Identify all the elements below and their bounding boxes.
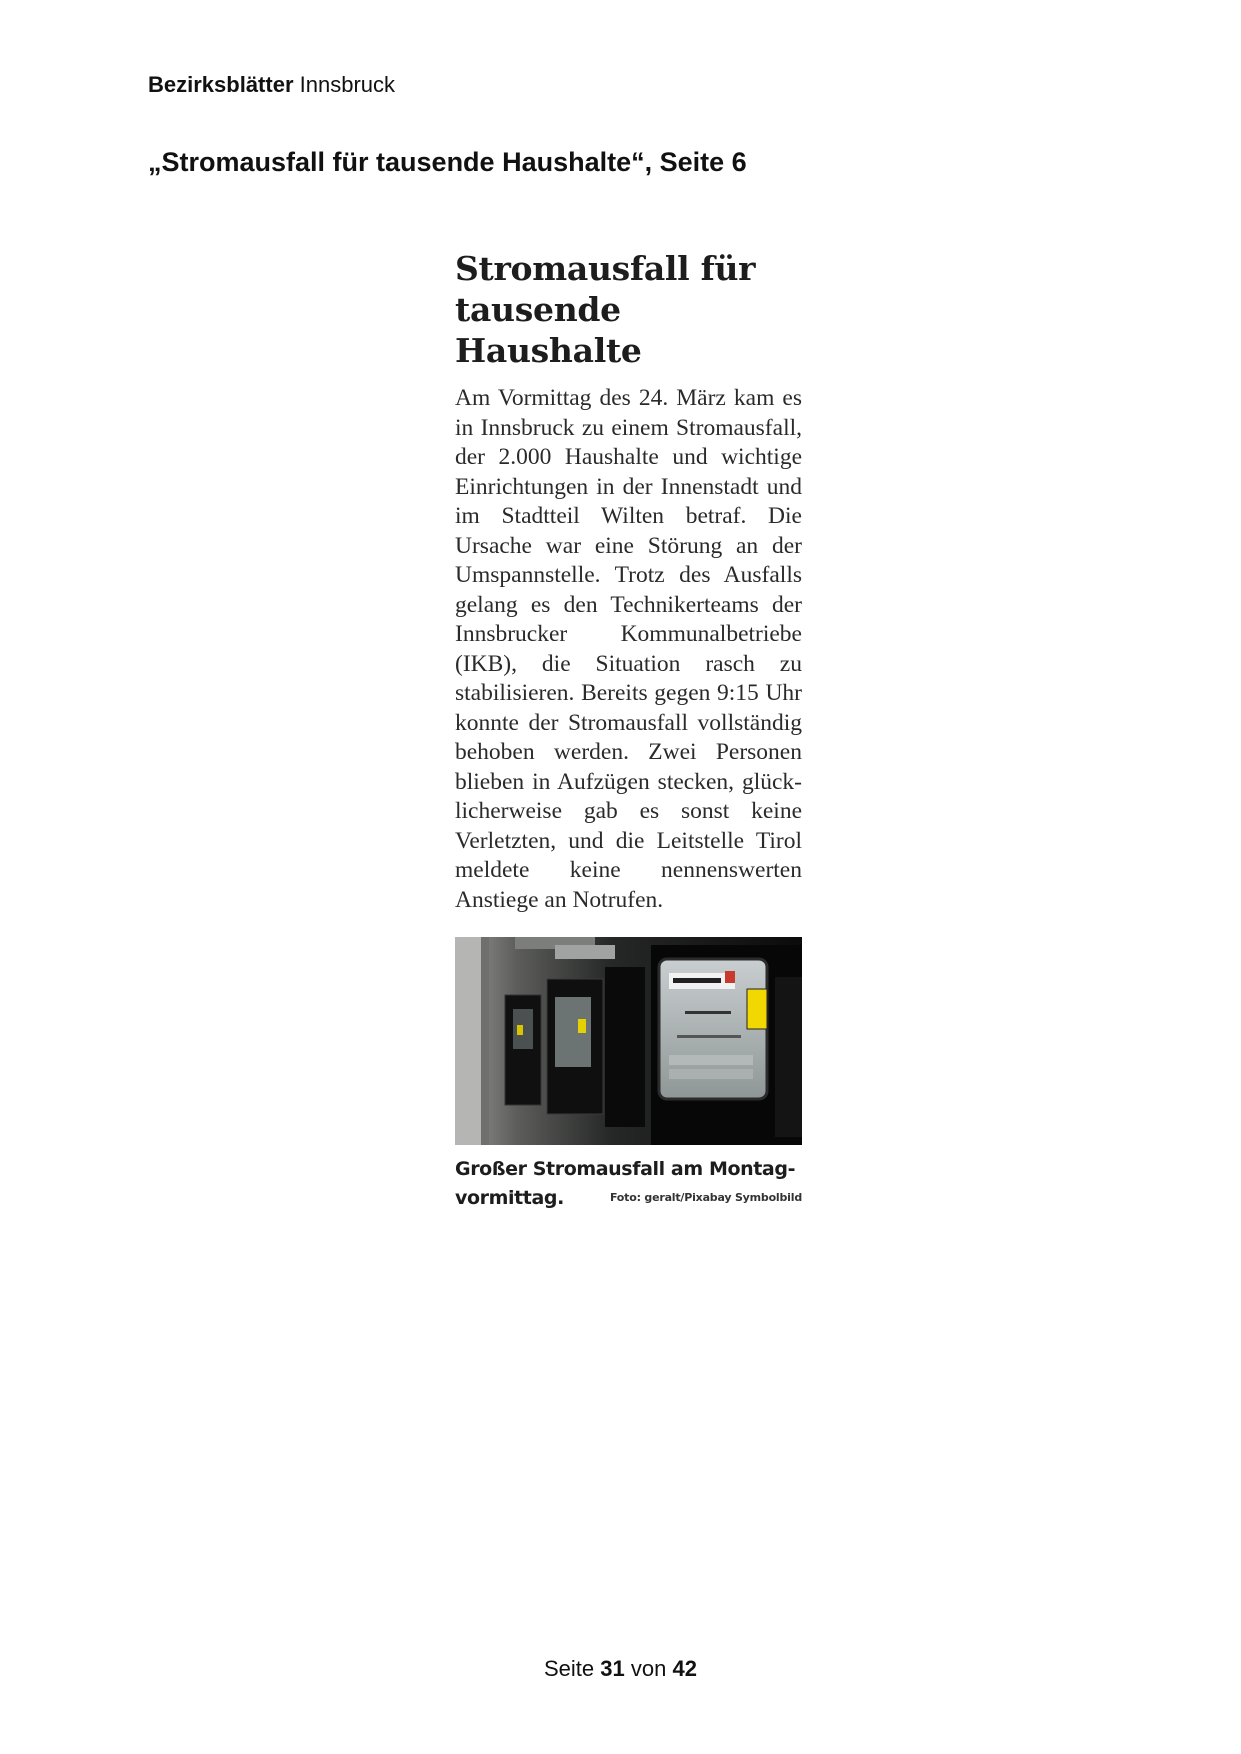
- page-current: 31: [600, 1656, 625, 1681]
- source-line: [148, 72, 395, 98]
- photo-credit: Foto: geralt/Pixabay Symbolbild: [609, 1191, 802, 1204]
- publication-region: Innsbruck: [299, 72, 396, 97]
- article-reference: „Stromausfall für tausende Haushalte“, Seite 6: [148, 147, 747, 177]
- page-label: Seite: [544, 1656, 595, 1681]
- page-total: 42: [672, 1656, 697, 1681]
- photo-caption-block: [455, 1155, 802, 1215]
- publication-name: Bezirksblätter: [148, 72, 294, 97]
- newspaper-clipping: [455, 248, 802, 1215]
- article-body: Am Vormittag des 24. März kam es in Innsbruck zu einem Stromausfall, der 2.000 Haushalte und wichtige Einrichtungen in der Innenstadt und im Stadtteil Wilten betraf. Die Ursache war eine Störung an der Umspannstelle. Trotz des Ausfalls gelang es den Technikerteams der Innsbrucker Kommunalbetriebe (IKB), die Situation rasch zu stabilisieren. Bereits gegen 9:15 Uhr konnte der Stromausfall vollständig behoben werden. Zwei Personen blieben in Aufzügen stecken, glücklicherweise gab es sonst keine Verletzten, und die Leitstelle Tirol meldete keine nennenswerten Anstiege an Notrufen.: [455, 385, 802, 913]
- photo-caption: Großer Stromausfall am Montagvormittag.: [455, 1158, 796, 1209]
- electricity-meter-photo: [455, 937, 802, 1145]
- page-separator: von: [630, 1656, 667, 1681]
- page-number: [0, 1656, 1241, 1682]
- article-title: Stromausfall für tausende Haushalte: [455, 249, 756, 370]
